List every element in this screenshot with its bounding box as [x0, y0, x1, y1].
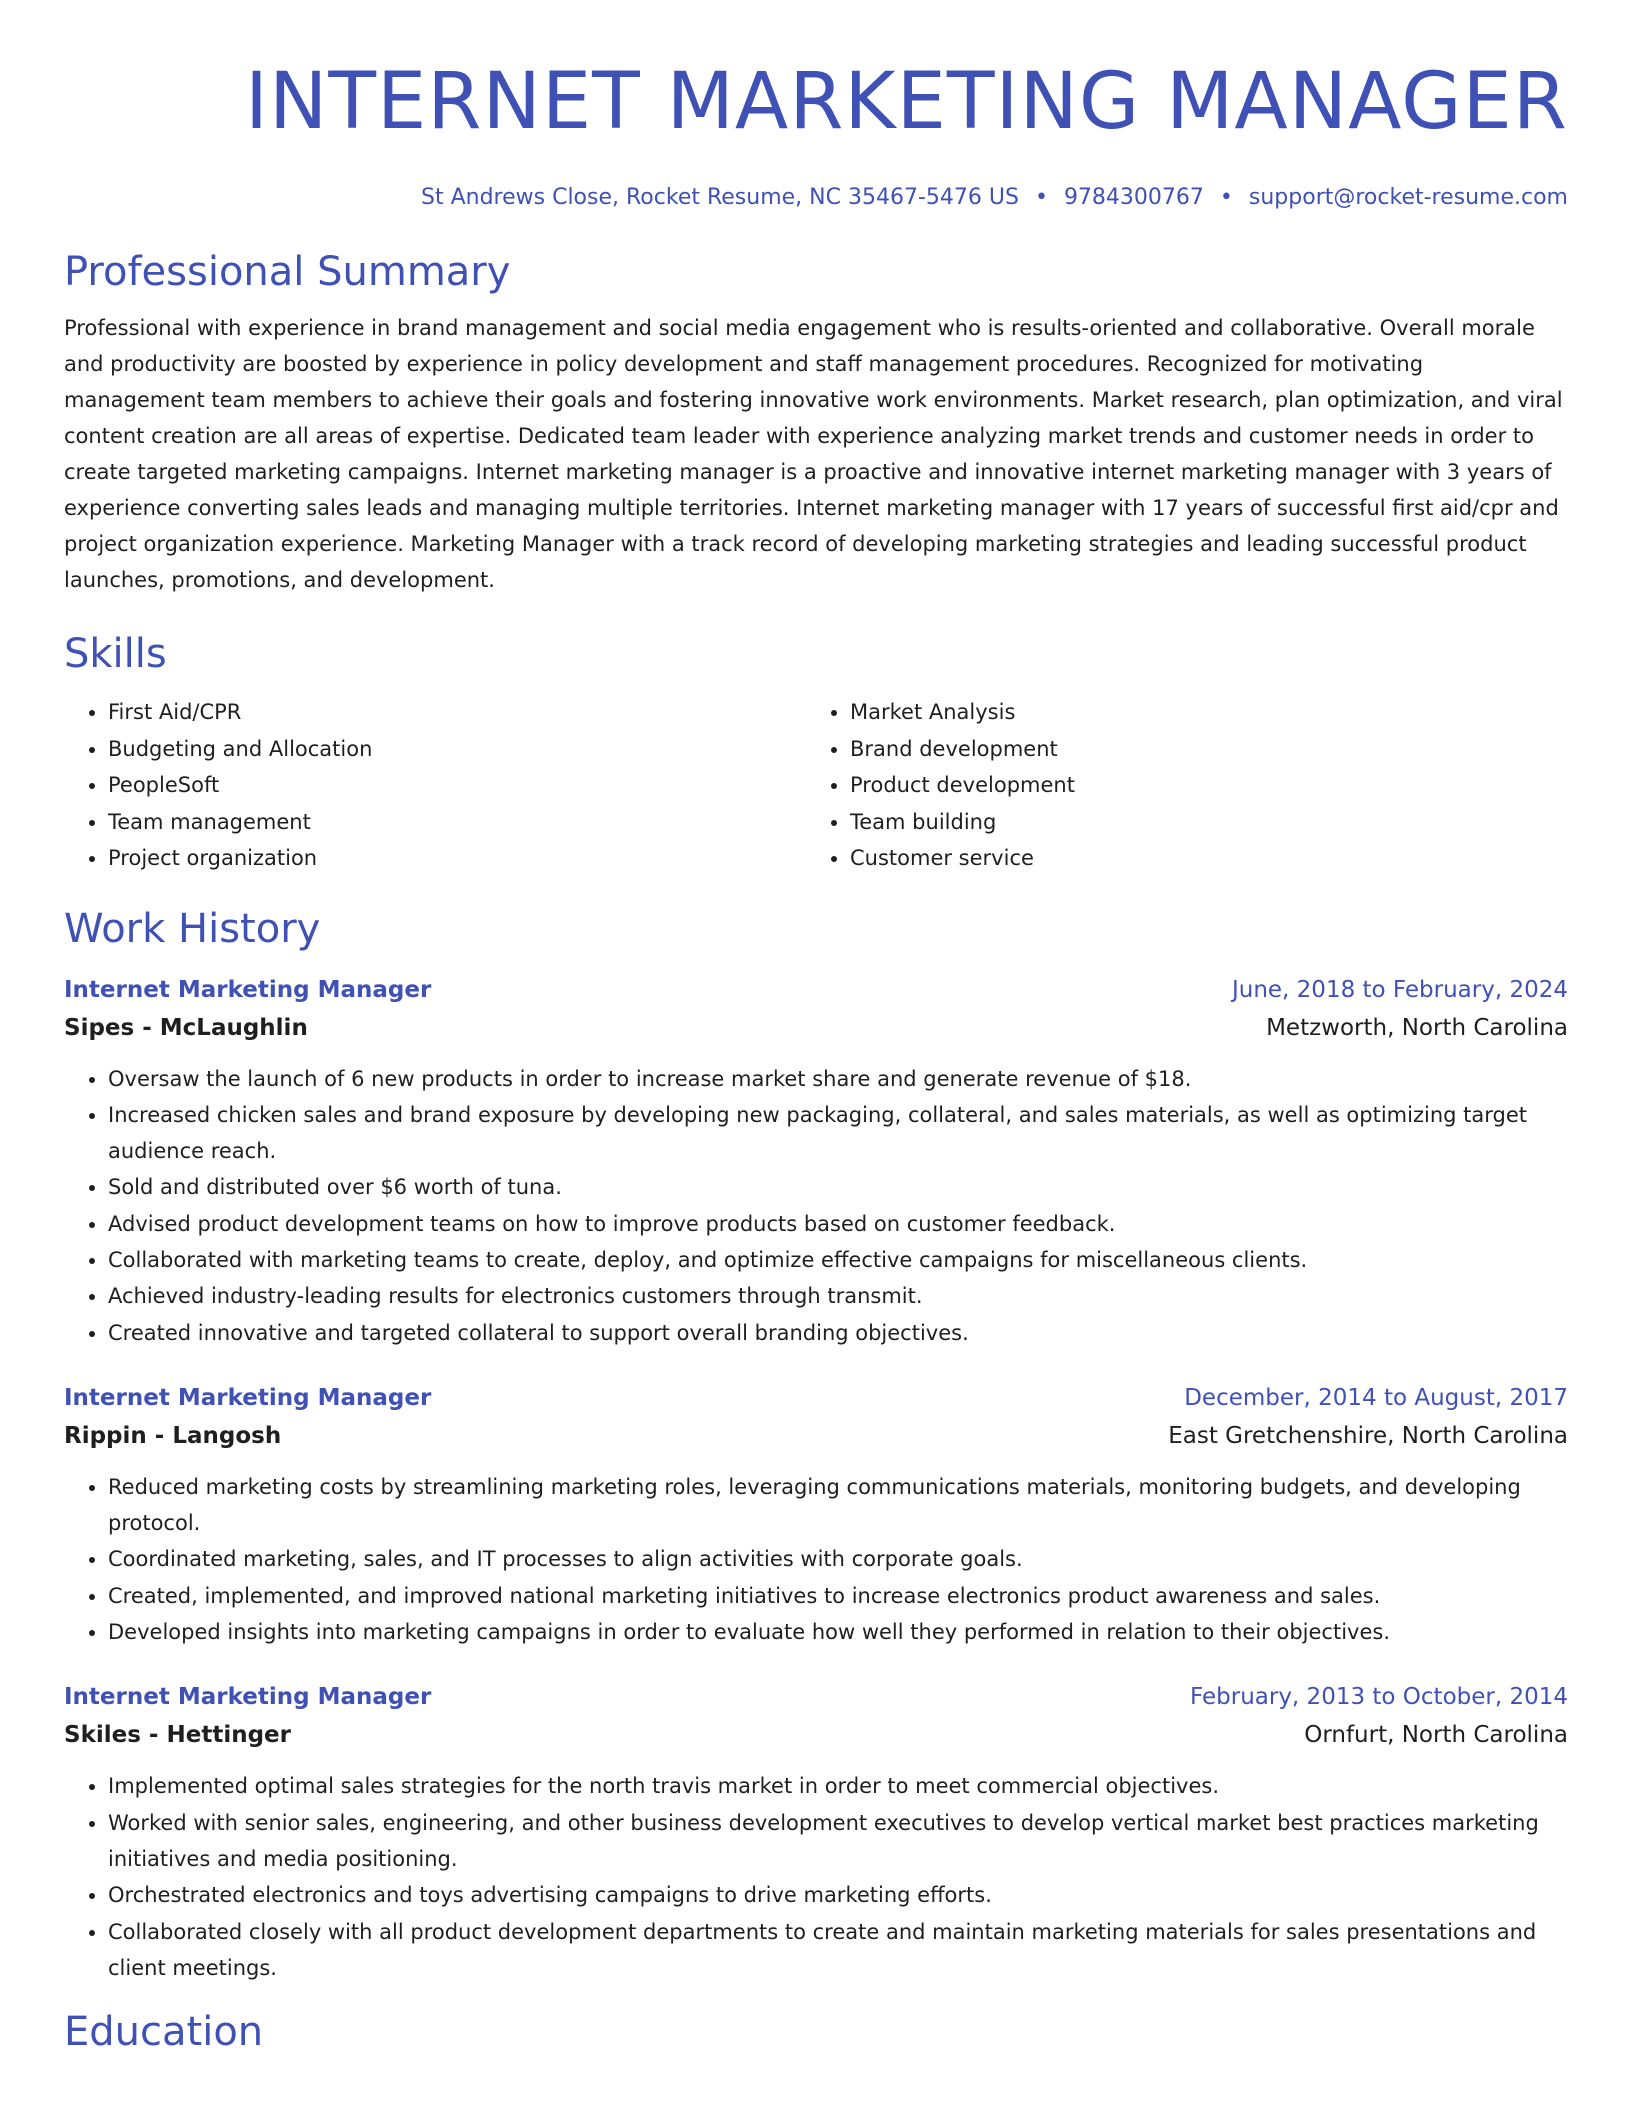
job-company: Sipes - McLaughlin — [64, 1014, 308, 1041]
skills-column-right — [806, 694, 1548, 877]
job-bullet: • Achieved industry-leading results for electronics customers through transmit. — [108, 1278, 1568, 1314]
job-location: Ornfurt, North Carolina — [1304, 1722, 1568, 1749]
skill-item: • First Aid/CPR — [108, 694, 806, 731]
job-company: Skiles - Hettinger — [64, 1722, 291, 1749]
skill-item: • Project organization — [108, 840, 806, 877]
job-header-row — [64, 1379, 1568, 1417]
skill-item: • Product development — [850, 767, 1548, 804]
job-dates: February, 2013 to October, 2014 — [1190, 1684, 1568, 1711]
education-section-title: Education — [64, 2009, 264, 2056]
job-dates: December, 2014 to August, 2017 — [1184, 1384, 1568, 1411]
skill-item: • Brand development — [850, 731, 1548, 768]
job-dates: June, 2018 to February, 2024 — [1231, 976, 1568, 1003]
job-company: Rippin - Langosh — [64, 1422, 282, 1449]
skill-item: • Market Analysis — [850, 694, 1548, 731]
skills-column-left — [64, 694, 806, 877]
job-location: Metzworth, North Carolina — [1266, 1014, 1568, 1041]
job-bullet: • Worked with senior sales, engineering, and other business development executives to develop vertical market best practices marketing initiatives and media positioning. — [108, 1805, 1568, 1878]
job-bullet: • Reduced marketing costs by streamlining marketing roles, leveraging communications materials, monitoring budgets, and developing protocol. — [108, 1469, 1568, 1542]
contact-separator: • — [1034, 185, 1048, 210]
job-entry — [64, 971, 1568, 1351]
job-bullet: • Collaborated closely with all product development departments to create and maintain marketing materials for sales presentations and client meetings. — [108, 1914, 1568, 1987]
job-company-row — [64, 1716, 1568, 1754]
job-title: Internet Marketing Manager — [64, 1684, 432, 1711]
contact-line — [64, 182, 1568, 214]
job-bullet: • Increased chicken sales and brand exposure by developing new packaging, collateral, and sales materials, as well as optimizing target audience reach. — [108, 1097, 1568, 1170]
summary-text: Professional with experience in brand management and social media engagement who is results-oriented and collaborative. Overall morale and productivity are boosted by experience in policy development and staff management procedures. Recognized for motivating management team members to achieve their goals and fostering innovative work environments. Market research, plan optimization, and viral content creation are all areas of expertise. Dedicated team leader with experience analyzing market trends and customer needs in order to create targeted marketing campaigns. Internet marketing manager is a proactive and innovative internet marketing manager with 3 years of experience converting sales leads and managing multiple territories. Internet marketing manager with 17 years of successful first aid/cpr and project organization experience. Marketing Manager with a track record of developing marketing strategies and leading successful product launches, promotions, and development. — [64, 316, 1563, 592]
contact-email: support@rocket-resume.com — [1248, 185, 1568, 210]
skill-item: • Team building — [850, 804, 1548, 841]
job-bullet: • Implemented optimal sales strategies for the north travis market in order to meet commercial objectives. — [108, 1768, 1568, 1804]
contact-phone: 9784300767 — [1063, 185, 1204, 210]
job-bullet: • Created, implemented, and improved national marketing initiatives to increase electronics product awareness and sales. — [108, 1578, 1568, 1614]
skills-list — [64, 694, 1568, 877]
skill-item: • Team management — [108, 804, 806, 841]
job-entry — [64, 1678, 1568, 1986]
job-header-row — [64, 1678, 1568, 1716]
resume-name-heading: INTERNET MARKETING MANAGER — [245, 57, 1568, 147]
job-title: Internet Marketing Manager — [64, 1384, 432, 1411]
job-bullets — [64, 1768, 1568, 1986]
job-header-row — [64, 971, 1568, 1009]
work-history-section-title: Work History — [64, 905, 321, 952]
job-bullet: • Orchestrated electronics and toys advertising campaigns to drive marketing efforts. — [108, 1877, 1568, 1913]
skill-item: • PeopleSoft — [108, 767, 806, 804]
job-bullet: • Created innovative and targeted collateral to support overall branding objectives. — [108, 1315, 1568, 1351]
resume-page — [64, 0, 1568, 2058]
skills-section-title: Skills — [64, 631, 167, 677]
job-bullet: • Advised product development teams on how to improve products based on customer feedback. — [108, 1206, 1568, 1242]
job-location: East Gretchenshire, North Carolina — [1168, 1422, 1568, 1449]
contact-separator: • — [1219, 185, 1233, 210]
job-bullets — [64, 1469, 1568, 1650]
summary-section-title: Professional Summary — [64, 249, 511, 295]
job-bullet: • Coordinated marketing, sales, and IT processes to align activities with corporate goals. — [108, 1541, 1568, 1577]
job-company-row — [64, 1417, 1568, 1455]
job-bullet: • Developed insights into marketing campaigns in order to evaluate how well they performed in relation to their objectives. — [108, 1614, 1568, 1650]
skill-item: • Budgeting and Allocation — [108, 731, 806, 768]
job-bullets — [64, 1061, 1568, 1351]
job-title: Internet Marketing Manager — [64, 976, 432, 1003]
job-company-row — [64, 1009, 1568, 1047]
skill-item: • Customer service — [850, 840, 1548, 877]
job-bullet: • Sold and distributed over $6 worth of tuna. — [108, 1169, 1568, 1205]
job-bullet: • Collaborated with marketing teams to create, deploy, and optimize effective campaigns for miscellaneous clients. — [108, 1242, 1568, 1278]
contact-address: St Andrews Close, Rocket Resume, NC 35467-5476 US — [421, 185, 1019, 210]
job-bullet: • Oversaw the launch of 6 new products in order to increase market share and generate revenue of $18. — [108, 1061, 1568, 1097]
job-entry — [64, 1379, 1568, 1650]
